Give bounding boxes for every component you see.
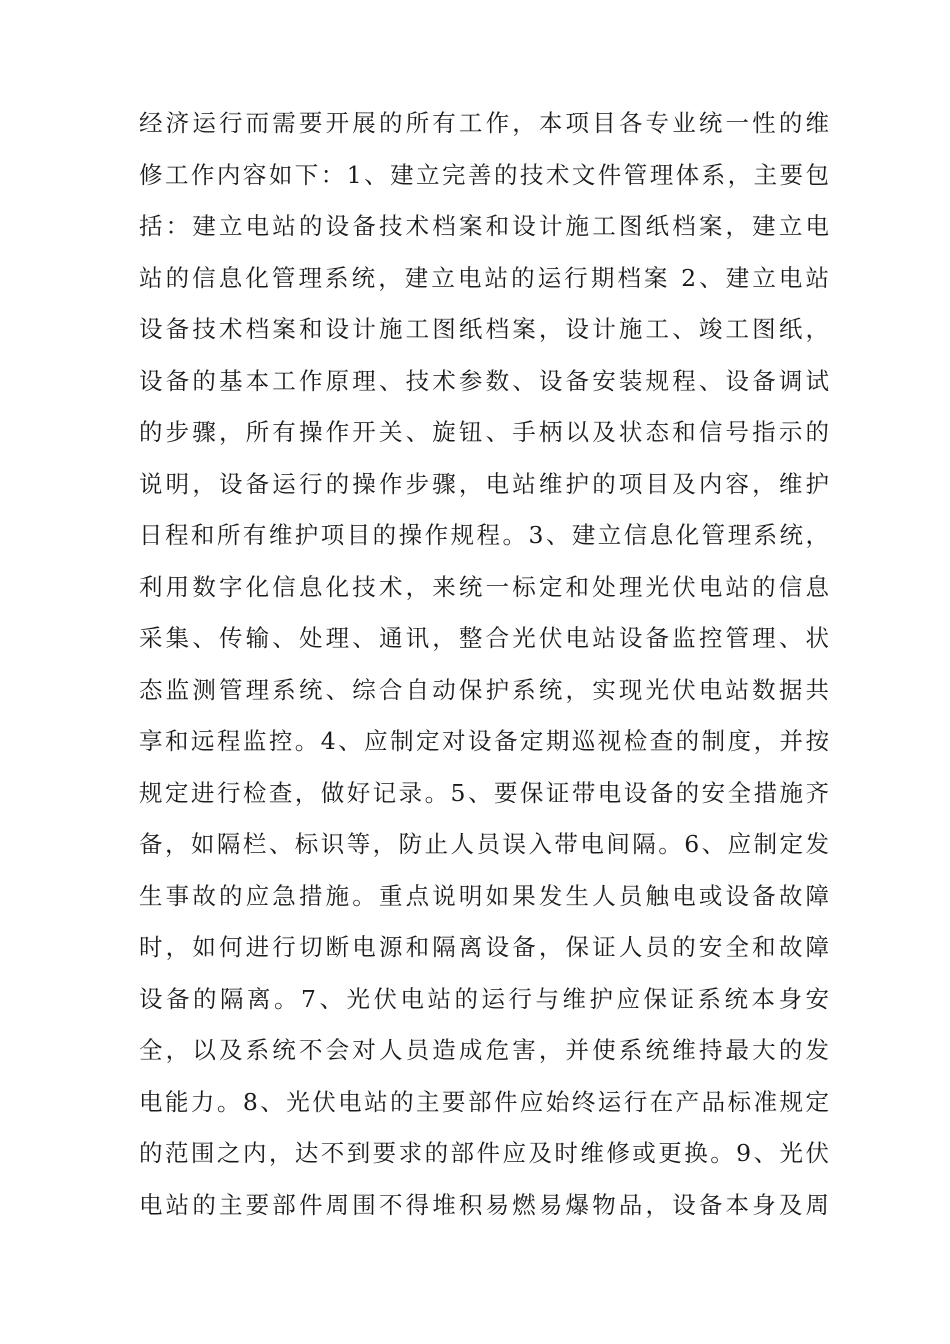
text-line: 设备技术档案和设计施工图纸档案，设计施工、竣工图纸，: [139, 315, 829, 343]
text-line: 的步骤，所有操作开关、旋钮、手柄以及状态和信号指示的: [139, 418, 829, 446]
text-line: 说明，设备运行的操作步骤，电站维护的项目及内容，维护: [139, 469, 829, 498]
text-line: 经济运行而需要开展的所有工作，本项目各专业统一性的维: [139, 109, 829, 137]
text-line: 电站的主要部件周围不得堆积易燃易爆物品，设备本身及周: [139, 1190, 829, 1219]
text-line: 全，以及系统不会对人员造成危害，并使系统维持最大的发: [139, 1036, 829, 1064]
text-line: 备，如隔栏、标识等，防止人员误入带电间隔。6、应制定发: [139, 830, 829, 858]
text-line: 的范围之内，达不到要求的部件应及时维修或更换。9、光伏: [139, 1139, 829, 1167]
text-line: 时，如何进行切断电源和隔离设备，保证人员的安全和故障: [139, 933, 829, 961]
text-line: 日程和所有维护项目的操作规程。3、建立信息化管理系统，: [139, 521, 829, 549]
text-line: 电能力。8、光伏电站的主要部件应始终运行在产品标准规定: [139, 1087, 829, 1116]
text-line: 利用数字化信息化技术，来统一标定和处理光伏电站的信息: [139, 572, 829, 601]
text-line: 括：建立电站的设备技术档案和设计施工图纸档案，建立电: [139, 212, 829, 240]
text-line: 设备的基本工作原理、技术参数、设备安装规程、设备调试: [139, 366, 829, 395]
text-line: 站的信息化管理系统，建立电站的运行期档案 2、建立电站: [139, 263, 829, 292]
body-paragraph: [139, 98, 829, 1231]
text-line: 规定进行检查，做好记录。5、要保证带电设备的安全措施齐: [139, 778, 829, 807]
text-line: 修工作内容如下：1、建立完善的技术文件管理体系，主要包: [139, 160, 829, 189]
text-line: 享和远程监控。4、应制定对设备定期巡视检查的制度，并按: [139, 727, 829, 755]
text-line: 设备的隔离。7、光伏电站的运行与维护应保证系统本身安: [139, 984, 829, 1013]
text-line: 采集、传输、处理、通讯，整合光伏电站设备监控管理、状: [139, 624, 829, 652]
text-line: 态监测管理系统、综合自动保护系统，实现光伏电站数据共: [139, 675, 829, 704]
text-line: 生事故的应急措施。重点说明如果发生人员触电或设备故障: [139, 881, 829, 910]
